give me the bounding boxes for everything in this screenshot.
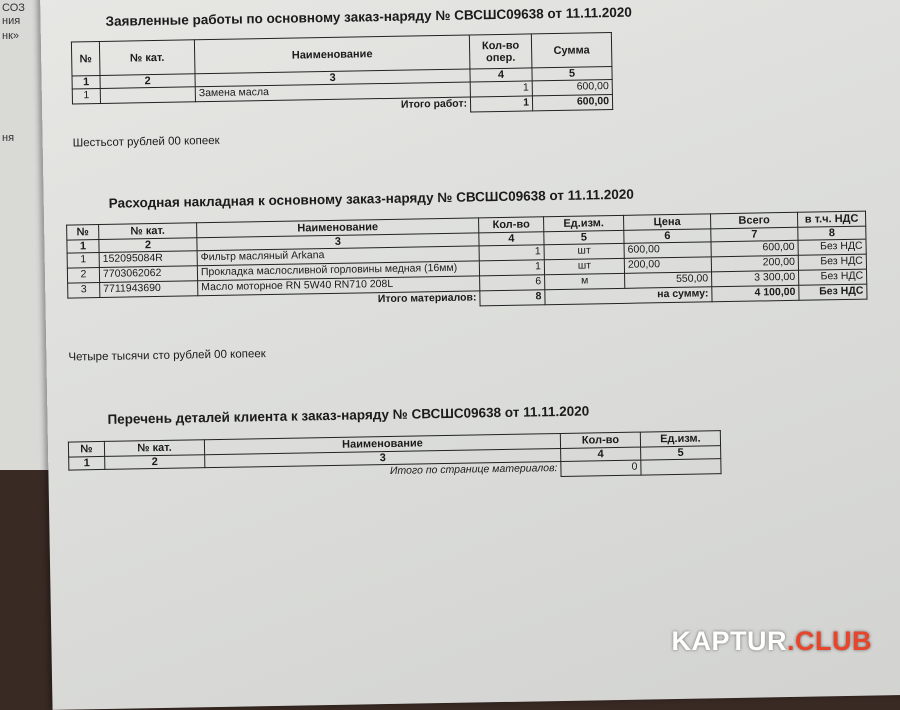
column-header: № кат. [104,440,204,457]
sum-label: на сумму: [545,287,712,305]
column-header: Кол-во [560,432,640,448]
item-name: Замена масла [195,82,470,102]
line-total: 3 300,00 [712,270,799,287]
amount: 600,00 [532,80,612,96]
unit: шт [544,243,624,259]
total-label: Итого материалов: [377,291,477,306]
quantity: 1 [470,81,532,97]
row-number: 2 [67,268,99,284]
row-number: 3 [68,283,100,299]
column-header: Ед.изм. [640,431,720,447]
column-number: 2 [105,455,205,470]
column-header: № [71,41,100,75]
column-number: 1 [72,75,100,88]
column-number: 2 [100,74,195,89]
column-number: 4 [470,68,532,82]
column-number: 3 [205,448,561,467]
quantity: 6 [480,275,545,291]
amount-in-words: Четыре тысячи сто рублей 00 копеек [68,348,266,364]
column-header: Кол-во опер. [469,34,532,69]
underlying-text: ния [2,15,21,27]
item-name: Масло моторное RN 5W40 RN710 208L [198,276,480,296]
footer-label: Итого по странице материалов: [389,462,558,477]
column-header: № [68,441,104,457]
column-header: в т.ч. НДС [797,211,865,227]
invoice-table [66,211,867,314]
column-number: 4 [479,232,544,246]
total-label: Итого работ: [400,97,468,111]
column-number: 3 [195,69,470,87]
column-number: 2 [99,238,197,253]
client-parts-table [68,430,722,485]
column-number: 1 [69,456,105,470]
column-header: № кат. [99,40,195,76]
total-amount: 4 100,00 [712,285,799,302]
column-header: Ед.изм. [544,215,624,231]
item-name: Фильтр масляный Arkana [197,246,479,266]
vat: Без НДС [798,239,866,255]
vat: Без НДС [799,269,867,285]
column-header: Сумма [531,33,612,68]
column-number: 4 [561,447,641,461]
footer-value: 0 [561,460,641,476]
column-number: 8 [798,226,866,240]
column-number: 5 [532,67,612,81]
column-header: Наименование [194,35,470,74]
client-parts-title: Перечень деталей клиента к заказ-наряду № СВСШС09638 от 11.11.2020 [107,403,590,427]
total-vat: Без НДС [799,284,867,300]
column-number: 1 [67,240,99,254]
column-number: 5 [641,446,721,460]
catalog-number: 7703062062 [99,266,197,283]
item-name: Прокладка маслосливной горловины медная (16мм) [197,261,479,281]
column-number: 7 [711,227,798,242]
underlying-text: нк» [2,30,20,42]
column-number: 5 [544,230,624,244]
column-number: 6 [624,229,711,244]
column-header: Цена [624,214,711,231]
row-number: 1 [67,253,99,269]
document-page [40,0,900,710]
column-number: 3 [197,233,479,251]
line-total: 600,00 [711,240,798,257]
vat: Без НДС [798,254,866,270]
unit: шт [544,258,624,274]
invoice-title: Расходная накладная к основному заказ-наряду № СВСШС09638 от 11.11.2020 [108,186,634,211]
quantity: 1 [479,245,544,261]
quantity: 1 [479,260,544,276]
catalog-number: 7711943690 [100,281,198,298]
site-watermark [672,626,873,657]
catalog-number [100,87,195,104]
total-quantity: 8 [480,290,545,306]
column-header: Наименование [204,433,560,454]
catalog-number: 152095084R [99,251,197,268]
row-number: 1 [72,88,100,103]
column-header: № кат. [99,223,197,240]
watermark-text: .CLUB [787,626,872,656]
column-header: Наименование [197,218,479,238]
underlying-text: ня [2,132,15,144]
amount-in-words: Шестьсот рублей 00 копеек [72,134,220,150]
price: 600,00 [624,242,711,259]
total-quantity: 1 [470,96,532,112]
unit: м [545,273,625,289]
column-header: № [67,225,99,241]
works-table [71,32,613,119]
works-title: Заявленные работы по основному заказ-наряду № СВСШС09638 от 11.11.2020 [105,4,632,29]
line-total: 200,00 [711,255,798,272]
column-header: Всего [711,212,798,229]
column-header: Кол-во [479,217,544,233]
price: 200,00 [624,257,711,274]
total-amount: 600,00 [532,95,612,111]
watermark-text: KAPTUR [671,626,787,656]
underlying-text: СОЗ [2,2,25,14]
price: 550,00 [625,272,712,289]
